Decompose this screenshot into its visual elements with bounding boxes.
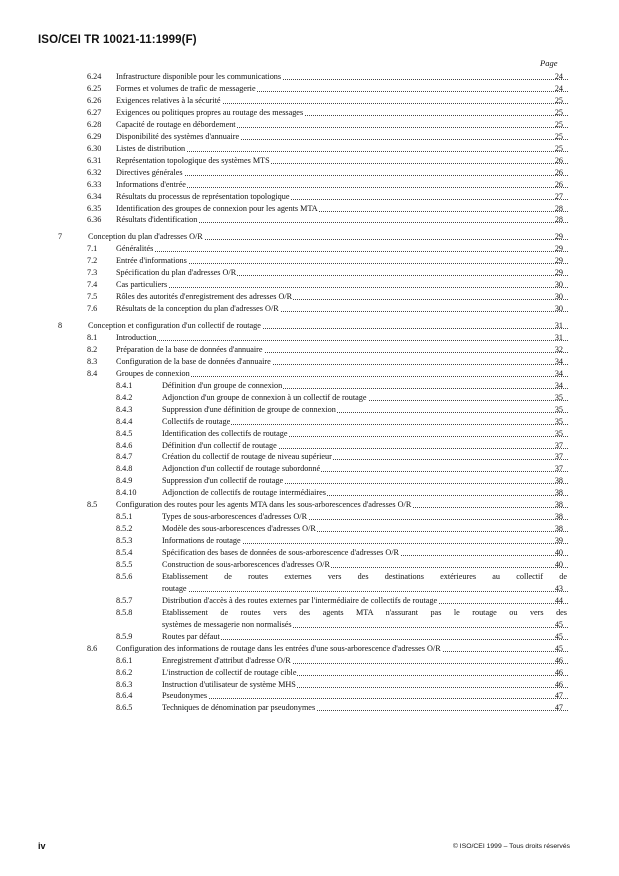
toc-entry-title bbox=[162, 690, 568, 702]
toc-entry[interactable] bbox=[0, 203, 619, 215]
toc-entry-page: 28 bbox=[554, 215, 563, 225]
toc-entry[interactable] bbox=[0, 451, 619, 463]
toc-entry-page: 46 bbox=[554, 655, 563, 665]
toc-entry-title-text: Exigences relatives à la sécurité bbox=[116, 95, 221, 105]
toc-entry-page: 30 bbox=[554, 280, 563, 290]
toc-entry[interactable] bbox=[0, 231, 619, 243]
toc-entry-title-line2 bbox=[162, 583, 568, 595]
toc-entry-page: 38 bbox=[554, 476, 563, 486]
toc-entry-title-text: Suppression d'un collectif de routage bbox=[162, 476, 284, 486]
toc-entry-title-text: Adjonction d'un collectif de routage subordonné bbox=[162, 464, 321, 474]
toc-entry[interactable] bbox=[0, 255, 619, 267]
toc-entry-page: 38 bbox=[554, 512, 563, 522]
toc-entry-title-continuation: systèmes de messagerie non normalisés bbox=[162, 619, 292, 629]
toc-entry[interactable] bbox=[0, 392, 619, 404]
toc-entry-title bbox=[162, 547, 568, 559]
toc-entry-title bbox=[162, 571, 568, 595]
toc-entry-page: 30 bbox=[554, 292, 563, 302]
toc-entry-number: 7.3 bbox=[87, 268, 98, 278]
toc-entry-title-text: Préparation de la base de données d'annuaire bbox=[116, 344, 263, 354]
toc-entry-title bbox=[116, 203, 568, 215]
toc-entry-title-text: Identification des collectifs de routage bbox=[162, 428, 288, 438]
toc-entry-title bbox=[116, 83, 568, 95]
toc-entry-title-text: Distribution d'accès à des routes externes par l'intermédiaire de collectifs de routage bbox=[162, 595, 438, 605]
toc-entry-number: 8.5.2 bbox=[116, 524, 133, 534]
toc-entry-number: 6.34 bbox=[87, 191, 102, 201]
toc-entry-title-text: Etablissement de routes vers des agents MTA n'assurant pas le routage ou vers des bbox=[162, 607, 567, 617]
toc-entry[interactable] bbox=[0, 303, 619, 315]
toc-entry[interactable] bbox=[0, 320, 619, 332]
toc-entry-title bbox=[116, 143, 568, 155]
page-number: iv bbox=[38, 841, 46, 851]
toc-entry-title bbox=[116, 191, 568, 203]
toc-entry-page: 25 bbox=[554, 119, 563, 129]
toc-entry-number: 8.5.3 bbox=[116, 536, 133, 546]
toc-entry-title-text: Informations d'entrée bbox=[116, 179, 186, 189]
toc-entry-title-text: Techniques de dénomination par pseudonymes bbox=[162, 703, 316, 713]
toc-entry-page: 24 bbox=[554, 83, 563, 93]
toc-entry-page: 47 bbox=[554, 703, 563, 713]
toc-entry-number: 6.36 bbox=[87, 215, 102, 225]
toc-entry-title bbox=[116, 119, 568, 131]
toc-entry[interactable] bbox=[0, 571, 619, 595]
toc-entry[interactable] bbox=[0, 279, 619, 291]
toc-entry-number: 8.4.2 bbox=[116, 392, 133, 402]
toc-entry-title-line1 bbox=[162, 571, 568, 583]
toc-entry-page: 25 bbox=[554, 143, 563, 153]
toc-entry-page: 28 bbox=[554, 203, 563, 213]
toc-entry[interactable] bbox=[0, 119, 619, 131]
toc-entry-title-text: Instruction d'utilisateur de système MHS bbox=[162, 679, 296, 689]
toc-entry-title bbox=[116, 643, 568, 655]
toc-entry-page: 24 bbox=[554, 72, 563, 81]
toc-entry[interactable] bbox=[0, 440, 619, 452]
toc-entry-page: 35 bbox=[554, 416, 563, 426]
toc-entry-page: 31 bbox=[554, 320, 563, 330]
toc-entry-number: 6.31 bbox=[87, 155, 102, 165]
toc-entry-number: 8.4.4 bbox=[116, 416, 133, 426]
toc-entry-title-continuation: routage bbox=[162, 583, 187, 593]
toc-entry[interactable] bbox=[0, 416, 619, 428]
toc-entry-page: 40 bbox=[554, 560, 563, 569]
toc-entry-number: 8.3 bbox=[87, 356, 98, 366]
toc-entry-number: 6.29 bbox=[87, 131, 102, 141]
toc-entry-title-text: Configuration des routes pour les agents MTA dans les sous-arborescences d'adresses O/R bbox=[116, 500, 412, 510]
copyright-notice: © ISO/CEI 1999 – Tous droits réservés bbox=[452, 843, 570, 850]
toc-entry-title bbox=[116, 303, 568, 315]
toc-entry-title-text: Définition d'un groupe de connexion bbox=[162, 380, 283, 390]
toc-entry-title-text: Identification des groupes de connexion pour les agents MTA bbox=[116, 203, 318, 213]
toc-entry-number: 8.6.2 bbox=[116, 667, 133, 677]
document-identifier: ISO/CEI TR 10021-11:1999(F) bbox=[38, 34, 197, 46]
toc-entry-title bbox=[162, 523, 568, 535]
toc-entry[interactable] bbox=[0, 535, 619, 547]
toc-entry-number: 7.4 bbox=[87, 280, 98, 290]
toc-entry-page: 26 bbox=[554, 167, 563, 177]
toc-entry-title bbox=[116, 214, 568, 226]
toc-entry[interactable] bbox=[0, 95, 619, 107]
toc-entry-page: 39 bbox=[554, 536, 563, 546]
toc-entry-title bbox=[116, 279, 568, 291]
toc-entry-number: 7.1 bbox=[87, 244, 98, 254]
toc-entry-title bbox=[116, 344, 568, 356]
toc-entry-page: 26 bbox=[554, 179, 563, 189]
toc-entry-number: 6.30 bbox=[87, 143, 102, 153]
toc-entry-title-text: Représentation topologique des systèmes MTS bbox=[116, 155, 270, 165]
toc-entry-page: 37 bbox=[554, 452, 563, 462]
toc-entry-page: 32 bbox=[554, 344, 563, 354]
toc-entry[interactable] bbox=[0, 155, 619, 167]
toc-entry-number: 8.4 bbox=[87, 368, 98, 378]
toc-entry-number: 6.35 bbox=[87, 203, 102, 213]
toc-entry-title bbox=[162, 559, 568, 571]
toc-entry-number: 8.4.9 bbox=[116, 476, 133, 486]
toc-entry[interactable] bbox=[0, 83, 619, 95]
toc-entry-title-text: Listes de distribution bbox=[116, 143, 186, 153]
toc-entry-title bbox=[162, 463, 568, 475]
toc-entry-number: 8.5.9 bbox=[116, 631, 133, 641]
toc-entry[interactable] bbox=[0, 523, 619, 535]
toc-entry[interactable] bbox=[0, 559, 619, 571]
toc-entry-number: 8.4.3 bbox=[116, 404, 133, 414]
toc-entry-title bbox=[116, 71, 568, 83]
toc-entry[interactable] bbox=[0, 607, 619, 631]
toc-entry-title-text: Entrée d'informations bbox=[116, 256, 187, 266]
toc-entry-page: 34 bbox=[554, 356, 563, 366]
toc-entry[interactable] bbox=[0, 667, 619, 679]
toc-entry-title-text: Capacité de routage en débordement bbox=[116, 119, 236, 129]
toc-entry-title-line2 bbox=[162, 619, 568, 631]
toc-entry[interactable] bbox=[0, 167, 619, 179]
toc-entry-title bbox=[116, 332, 568, 344]
toc-entry-page: 45 bbox=[554, 643, 563, 653]
toc-entry-page: 38 bbox=[554, 524, 563, 534]
toc-entry-page: 29 bbox=[554, 231, 563, 241]
toc-entry-title-text: Rôles des autorités d'enregistrement des adresses O/R bbox=[116, 292, 293, 302]
toc-entry-number: 8.4.7 bbox=[116, 452, 133, 462]
toc-entry-title bbox=[88, 231, 568, 243]
toc-entry-title bbox=[162, 440, 568, 452]
toc-entry-page: 34 bbox=[554, 380, 563, 390]
toc-entry[interactable] bbox=[0, 404, 619, 416]
toc-entry-title bbox=[162, 487, 568, 499]
toc-entry-title-text: Collectifs de routage bbox=[162, 416, 231, 426]
toc-entry-number: 8.6.1 bbox=[116, 655, 133, 665]
toc-entry[interactable] bbox=[0, 380, 619, 392]
toc-entry-page: 31 bbox=[554, 332, 563, 342]
toc-entry-title bbox=[162, 380, 568, 392]
toc-entry[interactable] bbox=[0, 332, 619, 344]
toc-entry-title-text: Types de sous-arborescences d'adresses O/R bbox=[162, 512, 308, 522]
toc-entry-page: 38 bbox=[554, 488, 563, 498]
toc-entry-title bbox=[116, 267, 568, 279]
toc-entry[interactable] bbox=[0, 702, 619, 714]
toc-entry-title bbox=[116, 368, 568, 380]
toc-entry[interactable] bbox=[0, 547, 619, 559]
toc-entry-title bbox=[162, 595, 568, 607]
toc-entry-number: 8.4.1 bbox=[116, 380, 133, 390]
toc-entry[interactable] bbox=[0, 463, 619, 475]
toc-entry-number: 8.6.4 bbox=[116, 691, 133, 701]
toc-entry-page: 35 bbox=[554, 404, 563, 414]
toc-entry[interactable] bbox=[0, 291, 619, 303]
toc-entry-number: 6.24 bbox=[87, 72, 102, 81]
toc-entry-title bbox=[116, 255, 568, 267]
toc-entry-page: 45 bbox=[554, 631, 563, 641]
toc-entry-title bbox=[162, 607, 568, 631]
toc-entry[interactable] bbox=[0, 655, 619, 667]
toc-entry[interactable] bbox=[0, 690, 619, 702]
toc-entry-title-text: Informations de routage bbox=[162, 536, 241, 546]
toc-entry[interactable] bbox=[0, 191, 619, 203]
toc-entry-title bbox=[116, 95, 568, 107]
toc-entry[interactable] bbox=[0, 107, 619, 119]
toc-entry-number: 7.6 bbox=[87, 304, 98, 313]
toc-entry-title-text: Infrastructure disponible pour les communications bbox=[116, 72, 282, 81]
toc-entry-title-text: Généralités bbox=[116, 244, 154, 254]
toc-entry-number: 6.25 bbox=[87, 83, 102, 93]
toc-entry-number: 8.4.5 bbox=[116, 428, 133, 438]
toc-entry-number: 8.5.1 bbox=[116, 512, 133, 522]
toc-entry[interactable] bbox=[0, 243, 619, 255]
toc-entry-number: 7 bbox=[58, 231, 63, 241]
toc-entry-number: 8.2 bbox=[87, 344, 98, 354]
toc-entry-title bbox=[162, 451, 568, 463]
toc-entry-title-text: Suppression d'une définition de groupe de connexion bbox=[162, 404, 336, 414]
toc-entry[interactable] bbox=[0, 499, 619, 511]
page-column-label: Page bbox=[540, 58, 558, 68]
toc-entry-title bbox=[162, 679, 568, 691]
toc-entry-title bbox=[162, 511, 568, 523]
toc-entry-number: 7.2 bbox=[87, 256, 98, 266]
toc-entry-number: 6.27 bbox=[87, 107, 102, 117]
toc-entry-title-text: Disponibilité des systèmes d'annuaire bbox=[116, 131, 240, 141]
toc-entry[interactable] bbox=[0, 71, 619, 83]
toc-entry-page: 47 bbox=[554, 691, 563, 701]
toc-entry-title bbox=[162, 428, 568, 440]
toc-entry-number: 8.6 bbox=[87, 643, 98, 653]
toc-entry-number: 8 bbox=[58, 320, 63, 330]
toc-entry-page: 46 bbox=[554, 679, 563, 689]
toc-entry[interactable] bbox=[0, 511, 619, 523]
toc-entry[interactable] bbox=[0, 344, 619, 356]
toc-entry-title-text: Formes et volumes de trafic de messagerie bbox=[116, 83, 256, 93]
toc-entry-title-text: Conception du plan d'adresses O/R bbox=[88, 231, 203, 241]
toc-entry-title bbox=[116, 179, 568, 191]
toc-entry-page: 37 bbox=[554, 464, 563, 474]
toc-entry-title-text: Groupes de connexion bbox=[116, 368, 190, 378]
toc-entry[interactable] bbox=[0, 143, 619, 155]
toc-entry-number: 6.33 bbox=[87, 179, 102, 189]
toc-entry-page: 26 bbox=[554, 155, 563, 165]
toc-entry-number: 8.5 bbox=[87, 500, 98, 510]
toc-entry-title-text: Pseudonymes bbox=[162, 691, 208, 701]
toc-entry-title bbox=[116, 131, 568, 143]
toc-entry-title-text: Conception et configuration d'un collectif de routage bbox=[88, 320, 261, 330]
toc-entry[interactable] bbox=[0, 356, 619, 368]
toc-entry-title-text: Adjonction de collectifs de routage intermédiaires bbox=[162, 488, 326, 498]
toc-entry-title bbox=[116, 499, 568, 511]
toc-entry-number: 8.4.8 bbox=[116, 464, 133, 474]
toc-entry-number: 8.5.7 bbox=[116, 595, 133, 605]
toc-entry-title-text: Exigences ou politiques propres au routage des messages bbox=[116, 107, 304, 117]
toc-entry-title-text: Configuration des informations de routage dans les entrées d'une sous-arborescence d'adresses O/R bbox=[116, 643, 441, 653]
toc-entry-title-text: Résultats du processus de représentation topologique bbox=[116, 191, 290, 201]
toc-entry-title-text: Construction de sous-arborescences d'adresses O/R bbox=[162, 560, 330, 569]
toc-entry-page: 27 bbox=[554, 191, 563, 201]
toc-entry-title bbox=[162, 535, 568, 547]
toc-entry-title-text: Adjonction d'un groupe de connexion à un collectif de routage bbox=[162, 392, 367, 402]
toc-entry-title bbox=[162, 667, 568, 679]
toc-entry-page: 34 bbox=[554, 368, 563, 378]
toc-entry[interactable] bbox=[0, 595, 619, 607]
toc-entry-title-text: Spécification des bases de données de sous-arborescence d'adresses O/R bbox=[162, 548, 400, 557]
toc-entry-page: 30 bbox=[554, 304, 563, 313]
toc-entry-title bbox=[116, 291, 568, 303]
toc-entry-title-line1 bbox=[162, 607, 568, 619]
toc-entry[interactable] bbox=[0, 179, 619, 191]
toc-entry-title-text: Résultats d'identification bbox=[116, 215, 198, 225]
toc-entry-title-text: L'instruction de collectif de routage cible bbox=[162, 667, 297, 677]
toc-entry-number: 8.6.3 bbox=[116, 679, 133, 689]
toc-entry-title-text: Résultats de la conception du plan d'adresses O/R bbox=[116, 304, 279, 313]
toc-entry-title-text: Modèle des sous-arborescences d'adresses O/R bbox=[162, 524, 316, 534]
toc-entry-page: 40 bbox=[554, 548, 563, 557]
toc-entry-title bbox=[162, 392, 568, 404]
toc-entry-page: 35 bbox=[554, 428, 563, 438]
toc-entry[interactable] bbox=[0, 428, 619, 440]
toc-entry-title-text: Spécification du plan d'adresses O/R bbox=[116, 268, 237, 278]
toc-entry-page: 29 bbox=[554, 256, 563, 266]
toc-entry-page: 35 bbox=[554, 392, 563, 402]
toc-entry-number: 7.5 bbox=[87, 292, 98, 302]
toc-entry-page: 25 bbox=[554, 131, 563, 141]
toc-entry-number: 8.4.6 bbox=[116, 440, 133, 450]
toc-entry-number: 6.28 bbox=[87, 119, 102, 129]
toc-entry-title-text: Création du collectif de routage de niveau supérieur bbox=[162, 452, 332, 462]
toc-entry-number: 6.32 bbox=[87, 167, 102, 177]
toc-entry-page: 44 bbox=[554, 595, 563, 605]
toc-entry-title bbox=[116, 155, 568, 167]
toc-entry-title bbox=[162, 416, 568, 428]
toc-entry-title-text: Configuration de la base de données d'annuaire bbox=[116, 356, 271, 366]
toc-entry[interactable] bbox=[0, 679, 619, 691]
toc-entry[interactable] bbox=[0, 214, 619, 226]
toc-entry-title-text: Etablissement de routes externes vers des destinations extérieures au collectif de bbox=[162, 571, 567, 581]
toc-entry-number: 6.26 bbox=[87, 95, 102, 105]
toc-entry-title bbox=[88, 320, 568, 332]
toc-entry-page: 46 bbox=[554, 667, 563, 677]
toc-entry[interactable] bbox=[0, 368, 619, 380]
toc-entry-number: 8.5.4 bbox=[116, 548, 133, 557]
toc-entry[interactable] bbox=[0, 487, 619, 499]
toc-entry-page: 45 bbox=[554, 619, 563, 629]
toc-entry-number: 8.5.5 bbox=[116, 560, 133, 569]
toc-entry-title bbox=[162, 702, 568, 714]
toc-entry-page: 43 bbox=[554, 583, 563, 593]
toc-entry-number: 8.6.5 bbox=[116, 703, 133, 713]
toc-entry-title-text: Directives générales bbox=[116, 167, 183, 177]
toc-entry[interactable] bbox=[0, 475, 619, 487]
toc-entry-page: 38 bbox=[554, 500, 563, 510]
toc-entry-number: 8.5.8 bbox=[116, 607, 133, 617]
toc-entry-page: 37 bbox=[554, 440, 563, 450]
toc-entry-number: 8.5.6 bbox=[116, 571, 133, 581]
toc-entry-title bbox=[162, 631, 568, 643]
toc-entry-title bbox=[116, 356, 568, 368]
toc-entry-page: 25 bbox=[554, 95, 563, 105]
toc-entry[interactable] bbox=[0, 643, 619, 655]
toc-entry-title-text: Routes par défaut bbox=[162, 631, 220, 641]
toc-entry-page: 29 bbox=[554, 268, 563, 278]
toc-entry-title bbox=[162, 475, 568, 487]
toc-entry-title bbox=[116, 107, 568, 119]
toc-entry-title-text: Définition d'un collectif de routage bbox=[162, 440, 277, 450]
toc-entry[interactable] bbox=[0, 131, 619, 143]
toc-entry-number: 8.1 bbox=[87, 332, 98, 342]
toc-entry-title bbox=[162, 655, 568, 667]
toc-entry-title-text: Enregistrement d'attribut d'adresse O/R bbox=[162, 655, 291, 665]
toc-entry-title-text: Cas particuliers bbox=[116, 280, 168, 290]
toc-entry-title bbox=[162, 404, 568, 416]
toc-entry-page: 25 bbox=[554, 107, 563, 117]
toc-entry-title bbox=[116, 167, 568, 179]
toc-entry[interactable] bbox=[0, 631, 619, 643]
toc-entry-page: 29 bbox=[554, 244, 563, 254]
toc-entry-number: 8.4.10 bbox=[116, 488, 137, 498]
toc-entry-title bbox=[116, 243, 568, 255]
toc-entry-title-text: Introduction bbox=[116, 332, 157, 342]
toc-entry[interactable] bbox=[0, 267, 619, 279]
